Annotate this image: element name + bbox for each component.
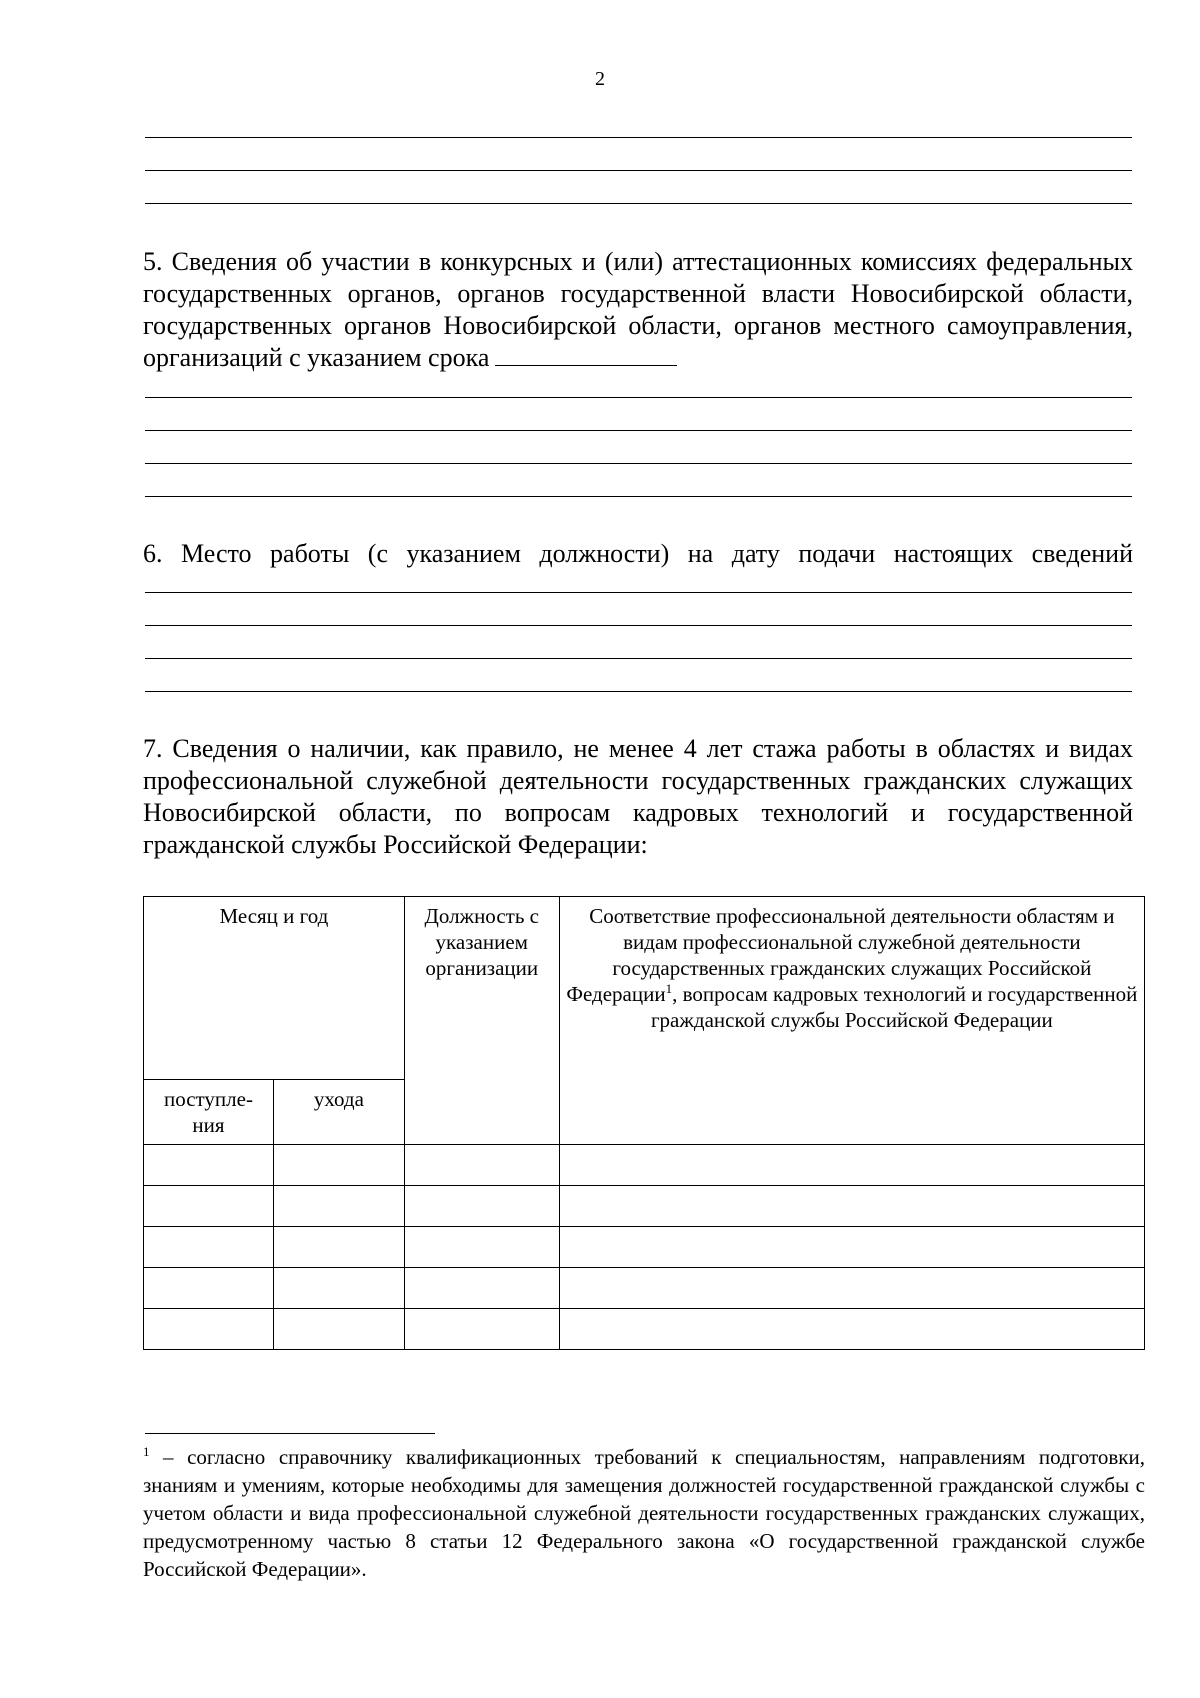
header-compliance-text: Соответствие профессиональной деятельности областям и видам профессиональной служебной деятельности государственных гражданских служащих Российской Федерации bbox=[566, 904, 1115, 1006]
table-cell[interactable] bbox=[273, 1309, 404, 1350]
header-entry: поступле-ния bbox=[144, 1080, 274, 1145]
table-row bbox=[144, 1186, 1145, 1227]
table-cell[interactable] bbox=[144, 1186, 274, 1227]
footnote-text: – согласно справочнику квалификационных требований к специальностям, направлениям подготовки, знаниям и умениям, которые необходимы для замещения должностей государственной гражданской службы с учетом области и вида профессиональной служебной деятельности государственных гражданских служащих, предусмотренному частью 8 статьи 12 Федерального закона «О государственной гражданской службе Российской Федерации». bbox=[143, 1445, 1145, 1581]
footnote-separator bbox=[145, 1433, 435, 1434]
table-cell[interactable] bbox=[559, 1268, 1144, 1309]
table-cell[interactable] bbox=[273, 1268, 404, 1309]
section-6-text: 6. Место работы (с указанием должности) на дату подачи настоящих сведений bbox=[143, 539, 1133, 568]
section-7-text: 7. Сведения о наличии, как правило, не менее 4 лет стажа работы в областях и видах профессиональной служебной деятельности государственных гражданских служащих Новосибирской области, по вопросам кадровых технологий и государственной гражданской службы Российской Федерации: bbox=[143, 734, 1133, 859]
blank-line[interactable] bbox=[145, 203, 1132, 204]
table-cell[interactable] bbox=[404, 1309, 559, 1350]
table-cell[interactable] bbox=[144, 1309, 274, 1350]
table-cell[interactable] bbox=[144, 1145, 274, 1186]
table-cell[interactable] bbox=[273, 1227, 404, 1268]
blank-line[interactable] bbox=[145, 463, 1132, 464]
blank-line[interactable] bbox=[145, 397, 1132, 398]
section-5-label: 5. Сведения об участии в конкурсных и (или) аттестационных комиссиях федеральных государственных органов, органов государственной власти Новосибирской области, государственных органов Новосибирской области, органов местного самоуправления, организаций с указанием срока bbox=[143, 247, 1133, 372]
table-cell[interactable] bbox=[559, 1227, 1144, 1268]
footnote bbox=[143, 1443, 1145, 1583]
table-row bbox=[144, 1309, 1145, 1350]
blank-line[interactable] bbox=[145, 658, 1132, 659]
table-cell[interactable] bbox=[144, 1268, 274, 1309]
table-cell[interactable] bbox=[273, 1145, 404, 1186]
table-row bbox=[144, 1145, 1145, 1186]
header-position: Должность с указанием организации bbox=[404, 897, 559, 1145]
blank-line[interactable] bbox=[145, 625, 1132, 626]
term-blank-line[interactable] bbox=[495, 343, 677, 366]
page-number: 2 bbox=[595, 68, 605, 90]
table-cell[interactable] bbox=[144, 1227, 274, 1268]
table-cell[interactable] bbox=[559, 1309, 1144, 1350]
section-5-text bbox=[143, 246, 1133, 374]
header-month-year: Месяц и год bbox=[144, 897, 405, 1080]
table-row bbox=[144, 1227, 1145, 1268]
table-cell[interactable] bbox=[404, 1268, 559, 1309]
blank-line[interactable] bbox=[145, 496, 1132, 497]
table-cell[interactable] bbox=[404, 1186, 559, 1227]
experience-table bbox=[143, 896, 1145, 1350]
blank-line[interactable] bbox=[145, 592, 1132, 593]
header-exit: ухода bbox=[273, 1080, 404, 1145]
blank-line[interactable] bbox=[145, 137, 1132, 138]
table-row bbox=[144, 1268, 1145, 1309]
blank-line[interactable] bbox=[145, 170, 1132, 171]
blank-line[interactable] bbox=[145, 430, 1132, 431]
footnote-marker: 1 bbox=[143, 1444, 150, 1459]
table-cell[interactable] bbox=[404, 1227, 559, 1268]
footnote-ref: 1 bbox=[665, 981, 673, 996]
table-cell[interactable] bbox=[559, 1186, 1144, 1227]
header-compliance-text-end: , вопросам кадровых технологий и государственной гражданской службы Российской Федерации bbox=[650, 982, 1138, 1032]
header-compliance bbox=[559, 897, 1144, 1145]
blank-line[interactable] bbox=[145, 691, 1132, 692]
table-cell[interactable] bbox=[559, 1145, 1144, 1186]
table-cell[interactable] bbox=[404, 1145, 559, 1186]
table-cell[interactable] bbox=[273, 1186, 404, 1227]
